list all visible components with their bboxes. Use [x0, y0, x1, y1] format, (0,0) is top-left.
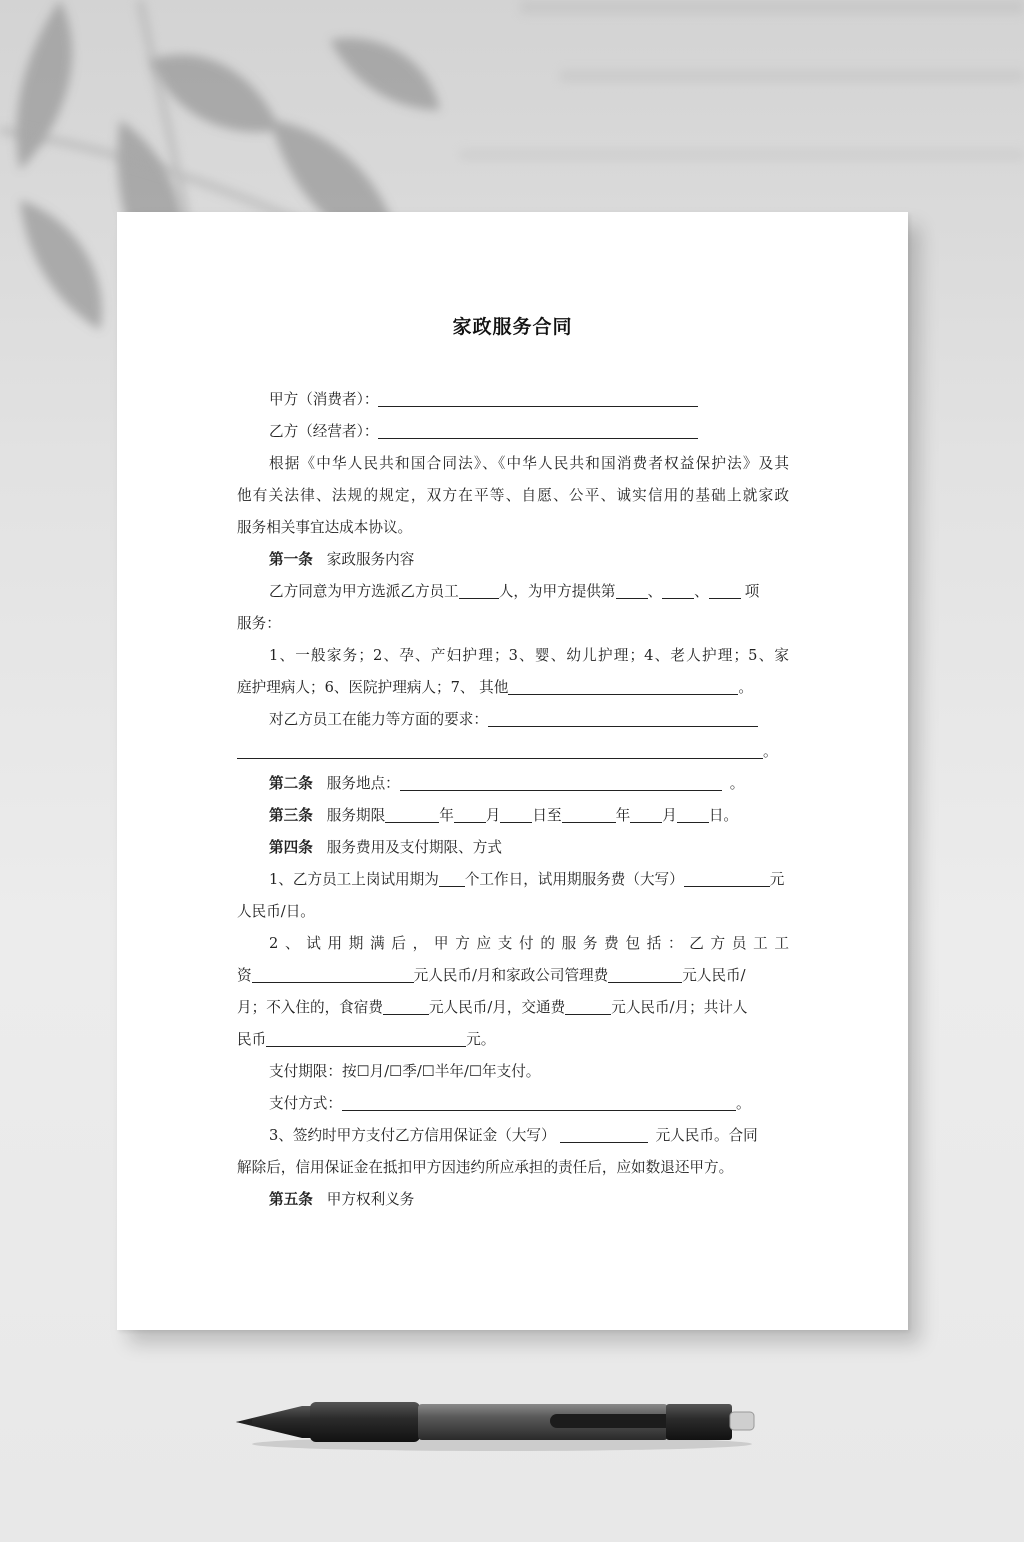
- service-blank-2: [662, 579, 694, 599]
- party-b-blank: [378, 419, 698, 439]
- deposit-unit-text: 元人民币。合同: [655, 1127, 758, 1144]
- service-location-label: 服务地点：: [326, 775, 400, 792]
- day-text: 日。: [708, 807, 739, 824]
- start-year-blank: [385, 803, 439, 823]
- rmb-unit-text: 元人民币/: [682, 967, 746, 984]
- article-4-p3: [237, 1120, 789, 1152]
- payment-method-blank: [342, 1091, 736, 1111]
- end-day-blank: [677, 803, 709, 823]
- party-a-label: 甲方（消费者）：: [269, 391, 379, 408]
- service-list-text: 庭护理病人；6、医院护理病人；7、 其他: [237, 679, 509, 696]
- period: 。: [738, 679, 753, 696]
- staff-count-blank: [459, 579, 499, 599]
- article-4-p2d: [237, 1024, 789, 1056]
- party-a-blank: [378, 387, 698, 407]
- month-text: 月: [485, 807, 501, 824]
- party-b-line: [237, 416, 789, 448]
- article-4-p3b: 解除后，信用保证金在抵扣甲方因违约所应承担的责任后，应如数退还甲方。: [237, 1159, 734, 1176]
- separator: 、: [694, 583, 709, 600]
- wage-blank: [252, 963, 414, 983]
- article-5-title: 甲方权利义务: [326, 1191, 415, 1208]
- article-1-line-4: [237, 672, 789, 704]
- end-month-blank: [630, 803, 662, 823]
- article-3-number: 第三条: [269, 807, 313, 824]
- article-3-line: [237, 800, 789, 832]
- yuan-text: 元: [769, 871, 785, 888]
- requirements-text: 对乙方员工在能力等方面的要求：: [269, 711, 488, 728]
- preamble-line-3: 服务相关事宜达成本协议。: [237, 519, 413, 536]
- article-4-number: 第四条: [269, 839, 313, 856]
- other-service-blank: [508, 675, 738, 695]
- article-1-line-6: [237, 736, 789, 768]
- trial-fee-blank: [684, 867, 770, 887]
- rmb-text: 民币: [237, 1031, 267, 1048]
- service-period-label: 服务期限: [326, 807, 386, 824]
- party-b-label: 乙方（经营者）：: [269, 423, 379, 440]
- payment-method-line: [237, 1088, 789, 1120]
- start-day-blank: [500, 803, 532, 823]
- trial-days-blank: [439, 867, 465, 887]
- article-1-heading: [237, 544, 789, 576]
- article-2-line: [237, 768, 789, 800]
- transport-fee-text: 元人民币/月，交通费: [428, 999, 566, 1016]
- day-to-text: 日至: [532, 807, 562, 824]
- article-4-heading: [237, 832, 789, 864]
- article-1-line-3: 1、一般家务；2、孕、产妇护理；3、婴、幼儿护理；4、老人护理；5、家: [269, 647, 789, 664]
- year-text: 年: [615, 807, 631, 824]
- management-fee-blank: [608, 963, 682, 983]
- staff-count-text: 乙方同意为甲方选派乙方员工: [269, 583, 459, 600]
- preamble-line-2: 他有关法律、法规的规定，双方在平等、自愿、公平、诚实信用的基础上就家政: [237, 487, 789, 504]
- yuan-text: 元。: [466, 1031, 496, 1048]
- article-1-title: 家政服务内容: [326, 551, 415, 568]
- period: 。: [763, 743, 778, 760]
- board-fee-text: 月；不入住的，食宿费: [237, 999, 383, 1016]
- article-4-p2: 2、试用期满后，甲方应支付的服务费包括：乙方员工工: [269, 935, 789, 952]
- wage-text: 资: [237, 967, 252, 984]
- article-1-line-1: [237, 576, 789, 608]
- year-text: 年: [439, 807, 454, 824]
- article-4-p1b: 人民币/日。: [237, 903, 315, 920]
- article-4-p1: [237, 864, 789, 896]
- article-5-heading: [237, 1184, 789, 1216]
- requirements-blank: [488, 707, 758, 727]
- trial-period-text: 1、乙方员工上岗试用期为: [269, 871, 439, 888]
- item-unit-text: 项: [744, 583, 760, 600]
- article-1-number: 第一条: [269, 551, 313, 568]
- period: 。: [735, 1095, 751, 1112]
- management-fee-text: 元人民币/月和家政公司管理费: [413, 967, 609, 984]
- transport-fee-blank: [565, 995, 611, 1015]
- period: 。: [729, 775, 745, 792]
- board-fee-blank: [383, 995, 429, 1015]
- service-blank-3: [709, 579, 741, 599]
- article-4-title: 服务费用及支付期限、方式: [326, 839, 502, 856]
- service-blank-1: [616, 579, 648, 599]
- contract-body: [237, 384, 789, 1216]
- article-5-number: 第五条: [269, 1191, 313, 1208]
- trial-fee-text: 个工作日，试用期服务费（大写）: [464, 871, 684, 888]
- article-1-line-2: 服务：: [237, 615, 281, 632]
- document-title: 家政服务合同: [452, 316, 573, 338]
- end-year-blank: [562, 803, 616, 823]
- payment-method-label: 支付方式：: [269, 1095, 342, 1112]
- article-4-p2c: [237, 992, 789, 1024]
- deposit-blank: [560, 1123, 648, 1143]
- total-text: 元人民币/月；共计人: [611, 999, 748, 1016]
- preamble-line-1: 根据《中华人民共和国合同法》、《中华人民共和国消费者权益保护法》及其: [269, 455, 789, 472]
- separator: 、: [647, 583, 663, 600]
- contract-paper: [117, 212, 908, 1330]
- month-text: 月: [662, 807, 677, 824]
- service-location-blank: [400, 771, 722, 791]
- article-1-line-5: [237, 704, 789, 736]
- requirements-blank-2: [237, 739, 763, 759]
- article-4-p2b: [237, 960, 789, 992]
- pen-decoration: [232, 1392, 762, 1454]
- payment-term-line: 支付期限：按☐月/☐季/☐半年/☐年支付。: [269, 1063, 541, 1080]
- total-blank: [266, 1027, 466, 1047]
- party-a-line: [237, 384, 789, 416]
- service-item-text: 人，为甲方提供第: [498, 583, 616, 600]
- article-2-number: 第二条: [269, 775, 313, 792]
- start-month-blank: [454, 803, 486, 823]
- deposit-text: 3、签约时甲方支付乙方信用保证金（大写）: [269, 1127, 556, 1144]
